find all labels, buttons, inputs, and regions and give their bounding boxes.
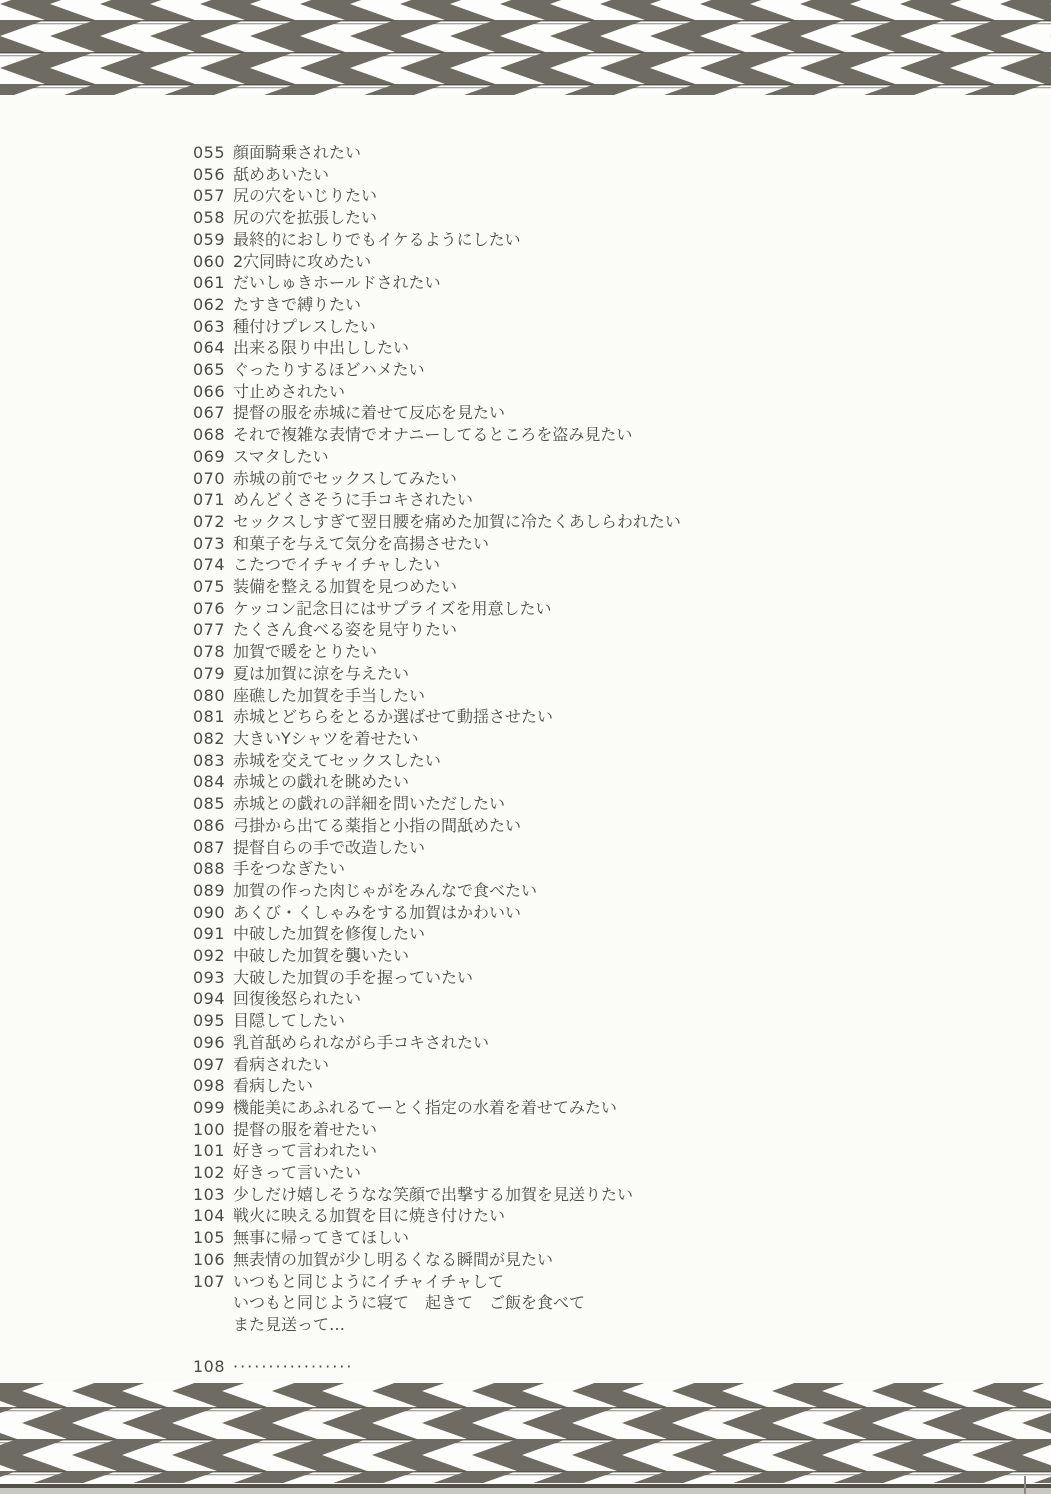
item-text-line: 出来る限り中出ししたい xyxy=(233,338,410,358)
list-item xyxy=(193,945,1013,967)
list-item xyxy=(193,598,1013,620)
item-text-line: 手をつなぎたい xyxy=(233,859,346,879)
item-text xyxy=(233,337,1013,359)
list-item xyxy=(193,988,1013,1010)
item-number: 108 xyxy=(193,1356,226,1376)
item-text xyxy=(233,902,1013,924)
list-item xyxy=(193,185,1013,207)
item-text xyxy=(233,1227,1013,1249)
item-number: 082 xyxy=(193,728,226,748)
item-text xyxy=(233,1271,1013,1336)
item-number: 093 xyxy=(193,967,226,987)
item-number: 073 xyxy=(193,533,226,553)
item-text xyxy=(233,229,1013,251)
yagasuri-band-top-icon xyxy=(0,0,1051,95)
list-item xyxy=(193,576,1013,598)
list-item xyxy=(193,1119,1013,1141)
item-text-line: 夏は加賀に涼を与えたい xyxy=(233,663,410,683)
item-number: 107 xyxy=(193,1271,226,1291)
item-text xyxy=(233,923,1013,945)
item-number: 069 xyxy=(193,446,226,466)
item-number: 104 xyxy=(193,1206,226,1226)
item-number: 091 xyxy=(193,924,226,944)
item-text xyxy=(233,967,1013,989)
item-text-line: 顔面騎乗されたい xyxy=(233,143,362,162)
item-text xyxy=(233,1097,1013,1119)
item-text xyxy=(233,988,1013,1010)
item-text xyxy=(233,685,1013,707)
item-text-line: それで複雑な表情でオナニーしてるところを盗み見たい xyxy=(233,425,633,445)
item-text-line: たくさん食べる姿を見守りたい xyxy=(233,620,458,640)
list-item xyxy=(193,554,1013,576)
list-item xyxy=(193,641,1013,663)
item-text-line: 機能美にあふれるてーとく指定の水着を着せてみたい xyxy=(233,1097,617,1117)
item-text-line: 少しだけ嬉しそうなな笑顔で出撃する加賀を見送りたい xyxy=(233,1184,634,1204)
item-number: 063 xyxy=(193,316,226,336)
item-number: 095 xyxy=(193,1011,226,1031)
item-text xyxy=(233,316,1013,338)
list-item xyxy=(193,1205,1013,1227)
list-item xyxy=(193,793,1013,815)
list-item xyxy=(193,1356,1013,1378)
list-item xyxy=(193,858,1013,880)
list-item xyxy=(193,294,1013,316)
item-number: 100 xyxy=(193,1119,226,1139)
item-text xyxy=(233,1075,1013,1097)
item-text xyxy=(233,489,1013,511)
item-number: 060 xyxy=(193,251,226,271)
item-number: 068 xyxy=(193,425,226,445)
item-text-line: ケッコン記念日にはサプライズを用意したい xyxy=(233,598,552,618)
list-item xyxy=(193,1140,1013,1162)
item-text xyxy=(233,1184,1013,1206)
item-number: 101 xyxy=(193,1141,226,1161)
item-text-line: 加賀の作った肉じゃがをみんなで食べたい xyxy=(233,880,538,900)
item-number: 099 xyxy=(193,1097,226,1117)
item-number: 058 xyxy=(193,208,226,228)
list-item xyxy=(193,1249,1013,1271)
item-text xyxy=(233,619,1013,641)
item-text xyxy=(233,294,1013,316)
list-item xyxy=(193,923,1013,945)
item-text-line: 中破した加賀を修復したい xyxy=(233,924,426,944)
item-text xyxy=(233,858,1013,880)
item-number: 088 xyxy=(193,859,226,879)
item-number: 092 xyxy=(193,946,226,966)
item-text xyxy=(233,945,1013,967)
item-text-line: 乳首舐められながら手コキされたい xyxy=(233,1032,490,1052)
item-text-line: 尻の穴をいじりたい xyxy=(233,186,378,206)
item-number: 089 xyxy=(193,880,226,900)
item-text-line: 目隠してしたい xyxy=(233,1011,346,1031)
item-text xyxy=(233,381,1013,403)
item-number: 096 xyxy=(193,1032,226,1052)
item-number: 067 xyxy=(193,403,226,423)
list-item xyxy=(193,1271,1013,1336)
list-item xyxy=(193,1162,1013,1184)
item-text-line: 提督の服を赤城に着せて反応を見たい xyxy=(233,403,506,423)
item-number: 084 xyxy=(193,772,226,792)
item-number: 056 xyxy=(193,164,226,184)
list-item xyxy=(193,381,1013,403)
item-text-line: 種付けプレスしたい xyxy=(233,316,376,336)
item-text xyxy=(233,576,1013,598)
item-text-line: 大破した加賀の手を握っていたい xyxy=(233,967,474,987)
page-corner-line xyxy=(1024,1476,1026,1494)
item-text-line: 赤城を交えてセックスしたい xyxy=(233,750,441,770)
item-text xyxy=(233,641,1013,663)
item-number: 061 xyxy=(193,273,226,293)
item-text-line: 無事に帰ってきてほしい xyxy=(233,1228,410,1248)
item-number: 085 xyxy=(193,794,226,814)
item-number: 077 xyxy=(193,620,226,640)
item-text-line: 加賀で暖をとりたい xyxy=(233,642,378,662)
item-text-line: 看病されたい xyxy=(233,1054,330,1074)
list-item xyxy=(193,1032,1013,1054)
item-text-line: スマタしたい xyxy=(233,446,329,466)
item-text-line: 看病したい xyxy=(233,1076,314,1096)
item-text xyxy=(233,1162,1013,1184)
list-item xyxy=(193,272,1013,294)
list-item xyxy=(193,489,1013,511)
item-text xyxy=(233,424,1013,446)
item-text-line: 赤城との戯れを眺めたい xyxy=(233,772,410,792)
list-item xyxy=(193,1054,1013,1076)
list-item xyxy=(193,468,1013,490)
item-text xyxy=(233,446,1013,468)
item-number: 074 xyxy=(193,555,226,575)
item-text xyxy=(233,1205,1013,1227)
item-number: 065 xyxy=(193,360,226,380)
item-text xyxy=(233,272,1013,294)
item-number: 106 xyxy=(193,1249,226,1269)
item-text-line: 戦火に映える加賀を目に焼き付けたい xyxy=(233,1206,506,1226)
item-number: 090 xyxy=(193,902,226,922)
item-number: 087 xyxy=(193,837,226,857)
item-text-line: 尻の穴を拡張したい xyxy=(233,208,378,228)
list-item xyxy=(193,142,1013,164)
item-number: 066 xyxy=(193,381,226,401)
list-item xyxy=(193,619,1013,641)
item-text-line: 寸止めされたい xyxy=(233,381,346,401)
item-text xyxy=(233,359,1013,381)
item-text xyxy=(233,663,1013,685)
list-item xyxy=(193,663,1013,685)
item-number: 064 xyxy=(193,338,226,358)
item-text-line: 好きって言いたい xyxy=(233,1163,362,1183)
list-item xyxy=(193,446,1013,468)
item-text xyxy=(233,185,1013,207)
list-item xyxy=(193,967,1013,989)
list-item xyxy=(193,837,1013,859)
item-text xyxy=(233,1356,1013,1378)
item-text xyxy=(233,1054,1013,1076)
item-text-line: 提督の服を着せたい xyxy=(233,1119,378,1139)
list-item xyxy=(193,1227,1013,1249)
item-text-line: 無表情の加賀が少し明るくなる瞬間が見たい xyxy=(233,1249,554,1269)
list-item xyxy=(193,511,1013,533)
list-item xyxy=(193,533,1013,555)
list-item xyxy=(193,1097,1013,1119)
list-item xyxy=(193,337,1013,359)
item-text-line: 回復後怒られたい xyxy=(233,989,362,1009)
item-text xyxy=(233,837,1013,859)
item-text xyxy=(233,815,1013,837)
item-text-line: また見送って… xyxy=(233,1314,346,1334)
list-item xyxy=(193,902,1013,924)
item-text xyxy=(233,533,1013,555)
item-text-line: 座礁した加賀を手当したい xyxy=(233,685,426,705)
item-text xyxy=(233,402,1013,424)
item-text-line: めんどくさそうに手コキされたい xyxy=(233,490,474,510)
item-number: 070 xyxy=(193,468,226,488)
item-text xyxy=(233,207,1013,229)
item-number: 097 xyxy=(193,1054,226,1074)
list-item xyxy=(193,771,1013,793)
item-number: 076 xyxy=(193,598,226,618)
item-text-line: 赤城の前でセックスしてみたい xyxy=(233,468,457,488)
page-edge-shadow xyxy=(0,1488,1051,1494)
item-text xyxy=(233,251,1013,273)
item-number: 055 xyxy=(193,143,226,162)
list-item xyxy=(193,164,1013,186)
item-number: 079 xyxy=(193,663,226,683)
item-text-line: 弓掛から出てる薬指と小指の間舐めたい xyxy=(233,815,522,835)
list-item xyxy=(193,880,1013,902)
item-number: 057 xyxy=(193,186,226,206)
list-item xyxy=(193,251,1013,273)
item-text-line: いつもと同じように寝て 起きて ご飯を食べて xyxy=(233,1293,586,1313)
item-text-line: 中破した加賀を襲いたい xyxy=(233,946,410,966)
item-number: 098 xyxy=(193,1076,226,1096)
item-number: 086 xyxy=(193,815,226,835)
list-item xyxy=(193,750,1013,772)
item-number: 094 xyxy=(193,989,226,1009)
item-text xyxy=(233,1119,1013,1141)
item-text-line: 好きって言われたい xyxy=(233,1141,378,1161)
list-item xyxy=(193,229,1013,251)
list-item xyxy=(193,1010,1013,1032)
item-text-line: 提督自らの手で改造したい xyxy=(233,837,426,857)
item-text-line: 大きいYシャツを着せたい xyxy=(233,728,419,748)
item-text-line: こたつでイチャイチャしたい xyxy=(233,555,441,575)
item-text xyxy=(233,1032,1013,1054)
list-item xyxy=(193,685,1013,707)
item-text-line: いつもと同じようにイチャイチャして xyxy=(233,1271,505,1291)
item-text-line: 赤城との戯れの詳細を問いただしたい xyxy=(233,794,506,814)
list-item xyxy=(193,402,1013,424)
item-text-line: 2穴同時に攻めたい xyxy=(233,251,372,271)
item-number: 102 xyxy=(193,1163,226,1183)
item-number: 072 xyxy=(193,511,226,531)
item-number: 103 xyxy=(193,1184,226,1204)
item-text xyxy=(233,1249,1013,1271)
item-number: 062 xyxy=(193,294,226,314)
item-text xyxy=(233,598,1013,620)
item-text xyxy=(233,554,1013,576)
item-text-line: 舐めあいたい xyxy=(233,164,330,184)
item-text xyxy=(233,706,1013,728)
item-dots: ················· xyxy=(233,1356,354,1376)
list-item xyxy=(193,359,1013,381)
item-number: 059 xyxy=(193,229,226,249)
list-item xyxy=(193,1075,1013,1097)
item-number: 105 xyxy=(193,1228,226,1248)
item-text xyxy=(233,142,1013,164)
item-number: 083 xyxy=(193,750,226,770)
item-number: 078 xyxy=(193,642,226,662)
item-text-line: あくび・くしゃみをする加賀はかわいい xyxy=(233,902,522,922)
item-text-line: 赤城とどちらをとるか選ばせて動揺させたい xyxy=(233,707,554,727)
list-item xyxy=(193,316,1013,338)
list-item xyxy=(193,424,1013,446)
item-text xyxy=(233,793,1013,815)
list-item xyxy=(193,706,1013,728)
item-text-line: 和菓子を与えて気分を高揚させたい xyxy=(233,533,490,553)
item-text xyxy=(233,880,1013,902)
list-item xyxy=(193,815,1013,837)
todo-list xyxy=(193,142,1013,1377)
item-text xyxy=(233,511,1013,533)
list-item xyxy=(193,1184,1013,1206)
item-text-line: 最終的におしりでもイケるようにしたい xyxy=(233,229,521,249)
item-text-line: 装備を整える加賀を見つめたい xyxy=(233,577,458,597)
item-number: 080 xyxy=(193,685,226,705)
list-item xyxy=(193,207,1013,229)
item-text xyxy=(233,1140,1013,1162)
item-text-line: ぐったりするほどハメたい xyxy=(233,360,425,380)
item-text-line: たすきで縛りたい xyxy=(233,294,362,314)
item-text-line: だいしゅきホールドされたい xyxy=(233,273,441,293)
item-text xyxy=(233,728,1013,750)
item-text xyxy=(233,468,1013,490)
yagasuri-band-bottom-icon xyxy=(0,1383,1051,1483)
item-text xyxy=(233,750,1013,772)
item-text-line: セックスしすぎて翌日腰を痛めた加賀に冷たくあしらわれたい xyxy=(233,511,681,531)
list-item xyxy=(193,728,1013,750)
item-number: 075 xyxy=(193,577,226,597)
item-text xyxy=(233,164,1013,186)
item-text xyxy=(233,1010,1013,1032)
item-text xyxy=(233,771,1013,793)
item-number: 071 xyxy=(193,490,226,510)
item-number: 081 xyxy=(193,707,226,727)
